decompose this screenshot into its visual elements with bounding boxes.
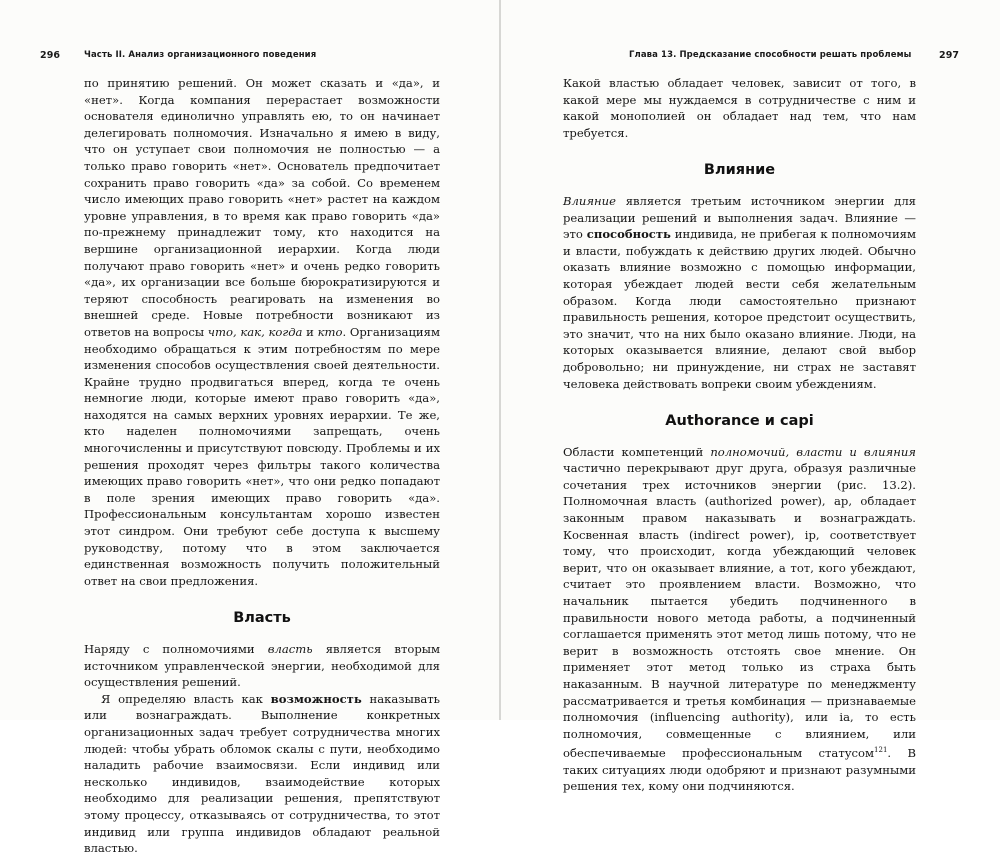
right-paragraph-2: Влияние является третьим источником энергии для реализации решений и выполнения задач. Влияние — это способность индивида, не прибегая к полномочиям и власти, побуждать к действию других людей. Обычно оказать влияние возможно с помощью информации, которая убеждает людей вести себя желательным образом. Когда люди самостоятельно признают правильность решения, которое предстоит осуществить, это значит, что на них было оказано влияние. Люди, на которых оказывается влияние, делают свой выбор добровольно; ни принуждение, ни страх не заставят человека действовать вопреки своим убеждениям. <box>563 193 917 391</box>
left-page <box>0 0 499 856</box>
section-heading-authorance: Authorance и capi <box>665 413 814 430</box>
right-page-number: 297 <box>939 50 960 61</box>
left-paragraph-2: Наряду с полномочиями власть является вторым источником управленческой энергии, необходимой для осуществления решений. <box>84 642 441 690</box>
left-paragraph-1: по принятию решений. Он может сказать и «да», и «нет». Когда компания перерастает возможности основателя единолично управлять ею, то он начинает делегировать полномочия. Изначально я имею в виду, что он уступает свои полномочия не полностью — а только право говорить «нет». Основатель предпочитает сохранить право говорить «да» за собой. Со временем число имеющих право говорить «нет» растет на каждом уровне управления, в то время как право говорить «да» по-прежнему принадлежит тому, кто находится на вершине организационной иерархии. Когда люди получают право говорить «нет» и очень редко говорить «да», их организации все больше бюрократизируются и теряют способность реагировать на изменения во внешней среде. Новые потребности возникают из ответов на вопросы что, как, когда и кто. Организациям необходимо обращаться к этим потребностям по мере изменения способов осуществления своей деятельности. Крайне трудно продвигаться вперед, когда те очень немногие люди, которые имеют право говорить «да», находятся на самых верхних уровнях иерархии. Те же, кто наделен полномочиями запрещать, очень многочисленны и присутствуют повсюду. Проблемы и их решения проходят через фильтры такого количества имеющих право говорить «нет», что они редко попадают в поле зрения имеющих право говорить «да». Профессиональным консультантам хорошо известен этот синдром. Они требуют себе доступа к высшему руководству, потому что в этом заключается единственная возможность получить положительный ответ на свои предложения. <box>84 76 440 588</box>
right-page <box>501 0 1000 794</box>
right-paragraph-1: Какой властью обладает человек, зависит от того, в какой мере мы нуждаемся в сотрудничестве с ним и какой монополией он обладает над тем, что нам требуется. <box>563 76 916 140</box>
right-body-text <box>563 75 916 795</box>
left-paragraph-3: Я определяю власть как возможность наказывать или вознаграждать. Выполнение конкретных организационных задач требует сотрудничества многих людей: чтобы убрать обломок скалы с пути, необходимо наладить рабочие взаимосвязи. Если индивид или несколько индивидов, взаимодействие которых необходимо для реализации решения, препятствуют этому процессу, отказываясь от сотрудничества, то этот индивид или группа индивидов обладают реальной властью. <box>84 691 440 856</box>
right-running-header: Глава 13. Предсказание способности решать проблемы <box>629 50 912 60</box>
left-body-text <box>84 75 440 857</box>
footnote-marker: 121 <box>874 746 888 755</box>
right-paragraph-3: Области компетенций полномочий, власти и влияния частично перекрывают друг друга, образуя различные сочетания трех источников энергии (рис. 13.2). Полномочная власть (authorized power), ap, обладает законным правом наказывать и вознаграждать. Косвенная власть (indirect power), ip, соответствует тому, что происходит, когда убеждающий человек верит, что он оказывает влияние, а тот, кого убеждают, считает это проявлением власти. Возможно, что начальник пытается убедить подчиненного в правильности нового метода работы, а подчиненный соглашается применять этот метод лишь потому, что не верит в возможность отстоять свое мнение. Он применяет этот метод только из страха быть наказанным. В научной литературе по менеджменту рассматривается и третья комбинация — признаваемые полномочия (influencing authority), или ia, то есть полномочия, совмещенные с влиянием, или обеспечиваемые профессиональным статусом$^{121}$. В таких ситуациях люди одобряют и признают разумными решения тех, кому они подчиняются. <box>563 444 916 794</box>
section-heading-vlast: Власть <box>233 610 291 627</box>
section-heading-vliyanie: Влияние <box>703 162 776 179</box>
left-page-number: 296 <box>40 50 61 61</box>
left-running-header: Часть II. Анализ организационного поведения <box>84 50 317 60</box>
